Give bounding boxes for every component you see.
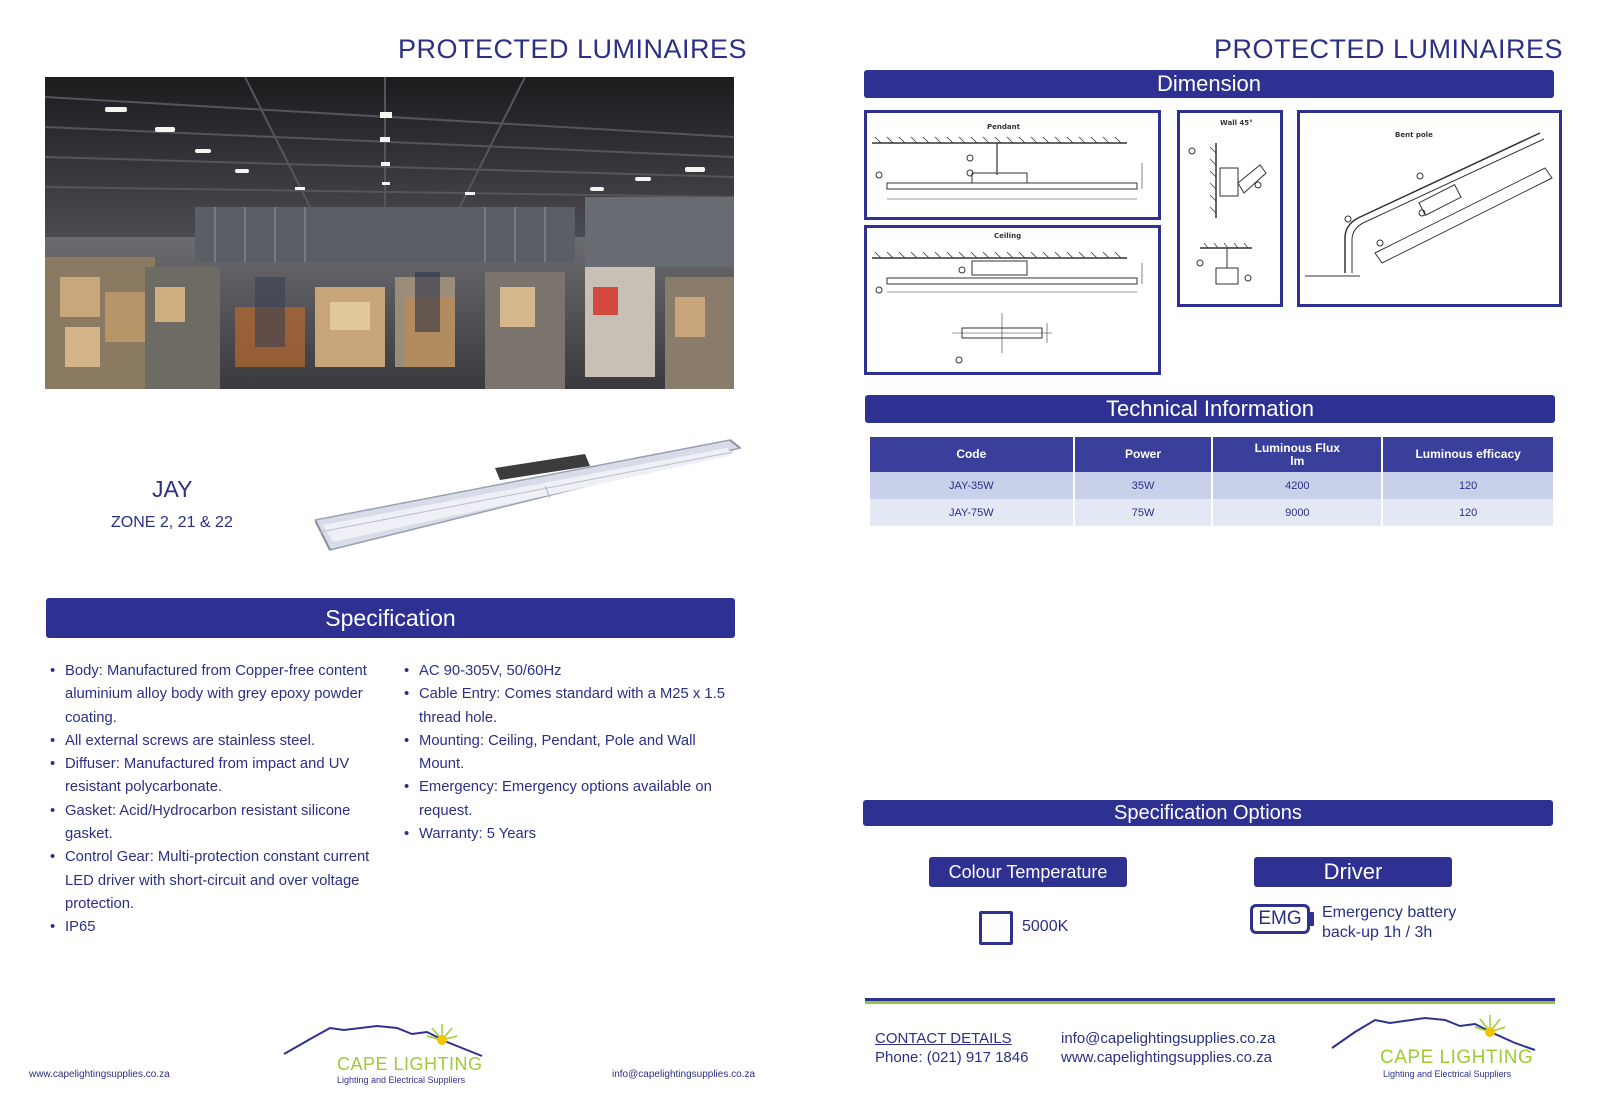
specification-options-heading: Specification Options [863,800,1553,826]
spec-item: • Diffuser: Manufactured from impact and UV resistant polycarbonate. [46,753,381,800]
contact-email-link[interactable]: info@capelightingsupplies.co.za [1061,1030,1276,1047]
spec-item: • Body: Manufactured from Copper-free content aluminium alloy body with grey epoxy powder coating. [46,660,381,730]
spec-list-col2 [400,660,730,846]
driver-heading: Driver [1254,857,1452,887]
pendant-label: Pendant [987,123,1020,131]
product-zone: ZONE 2, 21 & 22 [111,514,233,531]
logo-tagline-right: Lighting and Electrical Suppliers [1383,1069,1512,1079]
table-row [870,472,1554,499]
table-header-row [870,437,1554,472]
colour-temperature-value: 5000K [1022,918,1069,935]
spec-item: • Emergency: Emergency options available on request. [400,776,730,823]
table-cell: 35W [1074,472,1213,499]
spec-list-col1 [46,660,381,940]
dimension-bent-pole [1297,110,1562,307]
table-header-flux: Luminous Flux lm [1254,440,1340,468]
table-header: Power [1074,437,1213,472]
logo-tagline: Lighting and Electrical Suppliers [337,1075,466,1085]
driver-line-1: Emergency battery [1322,904,1457,921]
footer-website-link[interactable]: www.capelightingsupplies.co.za [29,1069,170,1080]
ceiling-label: Ceiling [994,232,1022,240]
table-cell: 4200 [1212,472,1382,499]
luminaire-illustration [315,430,745,560]
bent-pole-label: Bent pole [1395,131,1433,139]
logo-name-right: CAPE LIGHTING [1380,1047,1534,1068]
spec-item: • AC 90-305V, 50/60Hz [400,660,730,683]
spec-item: • Mounting: Ceiling, Pendant, Pole and Wall Mount. [400,730,730,777]
warehouse-photo [45,77,734,389]
colour-temperature-heading: Colour Temperature [929,857,1127,887]
colour-temperature-checkbox[interactable] [979,911,1013,945]
driver-line-2: back-up 1h / 3h [1322,924,1433,941]
contact-website-link[interactable]: www.capelightingsupplies.co.za [1061,1049,1272,1066]
logo-name: CAPE LIGHTING [337,1054,483,1074]
table-cell: 120 [1382,472,1554,499]
driver-description [1322,903,1456,943]
battery-terminal-icon [1309,912,1314,926]
spec-item: • Cable Entry: Comes standard with a M25 x 1.5 thread hole. [400,683,730,730]
cape-lighting-logo-right [1330,1010,1540,1085]
table-cell: 75W [1074,499,1213,526]
table-header: Luminous efficacy [1382,437,1554,472]
spec-item: • IP65 [46,916,381,939]
contact-heading: CONTACT DETAILS [875,1030,1012,1047]
technical-table [870,437,1555,526]
emg-battery-icon: EMG [1250,904,1310,934]
table-cell: JAY-75W [870,499,1074,526]
page-title-right: PROTECTED LUMINAIRES [1214,34,1564,64]
contact-phone[interactable]: Phone: (021) 917 1846 [875,1049,1029,1066]
cape-lighting-logo [282,1020,492,1090]
dimension-ceiling [864,225,1161,375]
dimension-heading: Dimension [864,70,1554,98]
spec-item: • All external screws are stainless steel. [46,730,381,753]
table-cell: 9000 [1212,499,1382,526]
specification-heading: Specification [46,598,735,638]
table-header [1212,437,1382,472]
footer-email-link[interactable]: info@capelightingsupplies.co.za [612,1069,756,1080]
wall-label: Wall 45° [1220,119,1253,127]
spec-item: • Warranty: 5 Years [400,823,730,846]
spec-item: • Control Gear: Multi-protection constant current LED driver with short-circuit and over voltage protection. [46,846,381,916]
page-title-left: PROTECTED LUMINAIRES [398,34,748,64]
footer-rule-green [865,1001,1555,1004]
table-header: Code [870,437,1074,472]
technical-information-heading: Technical Information [865,395,1555,423]
dimension-pendant [864,110,1161,220]
table-cell: 120 [1382,499,1554,526]
table-row [870,499,1554,526]
dimension-wall [1177,110,1283,307]
table-cell: JAY-35W [870,472,1074,499]
spec-item: • Gasket: Acid/Hydrocarbon resistant silicone gasket. [46,800,381,847]
product-name: JAY [152,476,193,502]
